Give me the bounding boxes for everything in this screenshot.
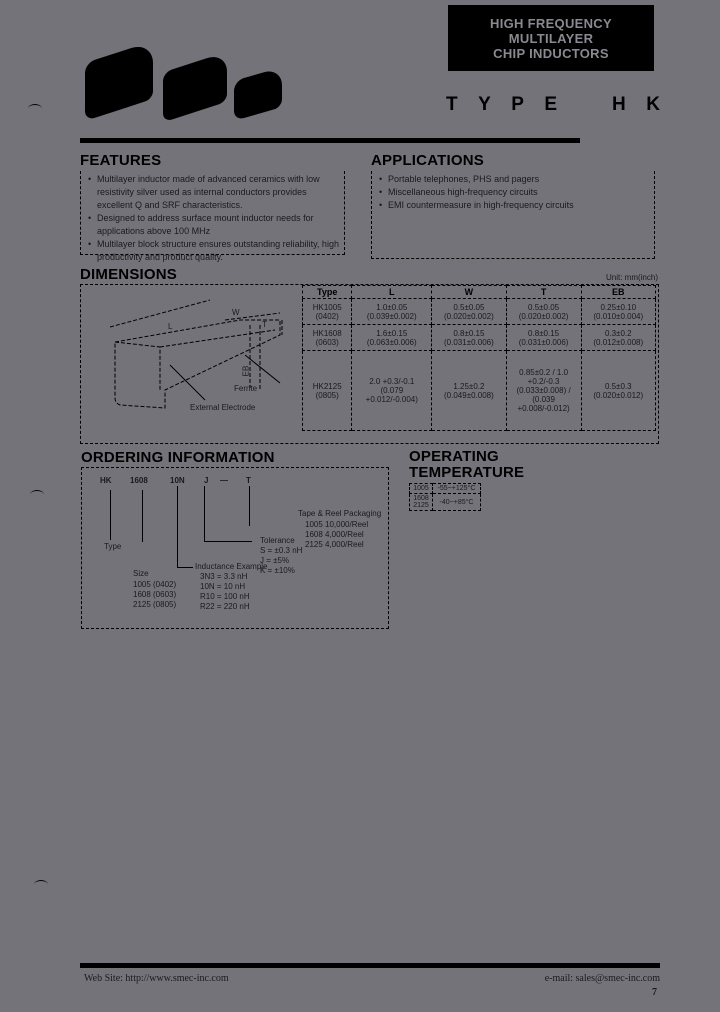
cell-t-inch: (0.033±0.008) / (0.039 +0.008/-0.012) (516, 386, 571, 413)
leader-line (177, 486, 178, 568)
cell-l: 1.6±0.15 (376, 328, 408, 338)
packaging-size: 2125 (305, 540, 323, 549)
table-row (410, 484, 481, 494)
operating-temperature-table (409, 483, 481, 511)
chip-image-medium (163, 52, 227, 123)
inductance-example: 3N3 = 3.3 nH (200, 572, 248, 581)
cell-type-inch: (0805) (315, 390, 339, 400)
cell-t: 0.8±0.15 (528, 328, 560, 338)
cell-t: 0.85±0.2 / 1.0 +0.2/-0.3 (519, 368, 569, 386)
heading-line: TEMPERATURE (409, 464, 525, 481)
header-divider (80, 138, 580, 143)
packaging-qty: 4,000/Reel (325, 530, 364, 539)
inductance-example: R10 = 100 nH (200, 592, 250, 601)
cell-l-inch: (0.063±0.006) (366, 337, 417, 347)
leader-line (249, 486, 250, 526)
tolerance-option: K = ±10% (260, 566, 295, 575)
packaging-size: 1608 (305, 530, 323, 539)
packaging-row (305, 520, 368, 530)
type-letter: E (544, 94, 558, 115)
cell-t-inch: (0.020±0.002) (518, 311, 569, 321)
size-list (133, 580, 176, 610)
inductance-example: R22 = 220 nH (200, 602, 250, 611)
page-number: 7 (652, 987, 657, 998)
cell-eb-inch: (0.020±0.012) (593, 390, 644, 400)
diagram-label-electrode: External Electrode (190, 403, 256, 412)
cell-type: HK1608 (312, 328, 342, 338)
type-letter: Y (478, 94, 491, 115)
size-option: 1608 (0603) (133, 590, 177, 599)
inductance-label: Inductance Example (195, 562, 268, 571)
feature-item: • Multilayer block structure ensures outstanding reliability, high productivity and product quality. (85, 238, 340, 264)
leader-line (204, 486, 205, 541)
table-row (303, 299, 656, 325)
cell-l-inch: (0.079 +0.012/-0.004) (365, 386, 418, 404)
inductance-example: 10N = 10 nH (200, 582, 246, 591)
packaging-qty: 4,000/Reel (325, 540, 364, 549)
tolerance-list (260, 546, 302, 576)
cell-type-inch: (0402) (315, 311, 339, 321)
cell-eb: 0.3±0.2 (604, 328, 632, 338)
col-header: L (352, 286, 432, 299)
packaging-row (305, 540, 368, 550)
cell-w-inch: (0.049±0.008) (444, 390, 494, 400)
cell-t: 0.5±0.05 (528, 302, 560, 312)
tolerance-label: Tolerance (260, 536, 295, 545)
chip-image-large (85, 41, 153, 121)
footer-divider (80, 963, 660, 968)
cell-eb-inch: (0.010±0.004) (593, 311, 644, 321)
packaging-row (305, 530, 368, 540)
type-letter: H (612, 94, 626, 115)
packaging-list (305, 520, 368, 550)
cell-w: 1.25±0.2 (453, 381, 485, 391)
size-option: 1005 (0402) (133, 580, 177, 589)
feature-item: • Designed to address surface mount inductor needs for applications above 100 MHz (85, 212, 340, 238)
cell-size: 1608 (413, 495, 429, 502)
cell-size: 2125 (413, 502, 429, 509)
inductance-list (200, 572, 250, 612)
title-line: MULTILAYER (508, 30, 594, 46)
diagram-label-t: T (262, 320, 267, 329)
diagram-label-w: W (232, 308, 240, 317)
table-row (303, 325, 656, 351)
type-letter: K (646, 94, 660, 115)
features-heading: FEATURES (80, 152, 162, 169)
cell-l-inch: (0.039±0.002) (366, 311, 417, 321)
leader-line (110, 490, 111, 540)
cell-t-inch: (0.031±0.006) (518, 337, 569, 347)
footer-email[interactable]: e-mail: sales@smec-inc.com (544, 973, 660, 984)
packaging-label: Tape & Reel Packaging (298, 509, 382, 518)
size-label: Size (133, 569, 149, 578)
code-part-dash: — (220, 476, 228, 485)
cell-w: 0.8±0.15 (453, 328, 485, 338)
product-title-box (448, 5, 654, 71)
punch-hole-mark (30, 490, 44, 499)
diagram-label-l: L (168, 322, 173, 331)
cell-w: 0.5±0.05 (453, 302, 485, 312)
cell-l: 2.0 +0.3/-0.1 (369, 377, 415, 386)
diagram-label-ferrite: Ferrite (234, 384, 258, 393)
col-header: EB (581, 286, 655, 299)
cell-range: -55~+125°C (437, 485, 476, 492)
col-header: T (506, 286, 581, 299)
type-letter: T (446, 94, 458, 115)
punch-hole-mark (34, 880, 48, 889)
cell-size: 1005 (413, 485, 429, 492)
size-option: 2125 (0805) (133, 600, 177, 609)
cell-eb: 0.25±0.10 (600, 302, 637, 312)
packaging-qty: 10,000/Reel (325, 520, 369, 529)
title-line: CHIP INDUCTORS (493, 45, 609, 61)
dimensions-heading: DIMENSIONS (80, 266, 178, 283)
cell-type-inch: (0603) (315, 337, 339, 347)
applications-box (371, 171, 655, 259)
title-line: HIGH FREQUENCY (490, 15, 612, 31)
cell-range: -40~+85°C (439, 498, 474, 506)
cell-w-inch: (0.031±0.006) (444, 337, 494, 347)
application-item: • Portable telephones, PHS and pagers (376, 173, 650, 186)
application-item: • Miscellaneous high-frequency circuits (376, 186, 650, 199)
type-letter: P (511, 94, 524, 115)
type-heading (446, 94, 660, 116)
packaging-size: 1005 (305, 520, 323, 529)
leader-line (142, 490, 143, 542)
code-part-inductance: 10N (170, 476, 185, 485)
cell-l: 1.0±0.05 (376, 302, 408, 312)
leader-line (204, 541, 252, 542)
feature-item: • Multilayer inductor made of advanced ceramics with low resistivity silver used as internal conductors provides excellent Q and SRF characteristics. (85, 173, 340, 212)
ordering-heading: ORDERING INFORMATION (81, 449, 275, 466)
code-part-size: 1608 (130, 476, 148, 485)
cell-eb: 0.5±0.3 (604, 381, 632, 391)
diagram-label-eb: EB (241, 365, 251, 377)
col-header: Type (303, 286, 352, 299)
operating-temperature-heading (409, 449, 524, 481)
dimensions-table (302, 285, 656, 431)
table-row (303, 351, 656, 431)
applications-heading: APPLICATIONS (371, 152, 484, 169)
chip-image-small (234, 67, 282, 121)
features-box (80, 171, 345, 262)
heading-line: OPERATING (409, 448, 499, 465)
unit-note: Unit: mm(inch) (605, 273, 658, 282)
col-header: W (432, 286, 506, 299)
code-part-tolerance: J (204, 476, 209, 485)
footer-website[interactable]: Web Site: http://www.smec-inc.com (84, 973, 229, 984)
application-item: • EMI countermeasure in high-frequency circuits (376, 199, 650, 212)
type-label: Type (104, 542, 122, 551)
tolerance-option: J = ±5% (260, 556, 290, 565)
cell-w-inch: (0.020±0.002) (444, 311, 494, 321)
cell-type: HK1005 (312, 302, 342, 312)
tolerance-option: S = ±0.3 nH (260, 546, 303, 555)
code-part-type: HK (100, 476, 112, 485)
code-part-packaging: T (246, 476, 251, 485)
cell-type: HK2125 (312, 381, 342, 391)
punch-hole-mark (28, 104, 42, 113)
leader-line (177, 567, 193, 568)
cell-eb-inch: (0.012±0.008) (593, 337, 644, 347)
table-row (410, 494, 481, 511)
